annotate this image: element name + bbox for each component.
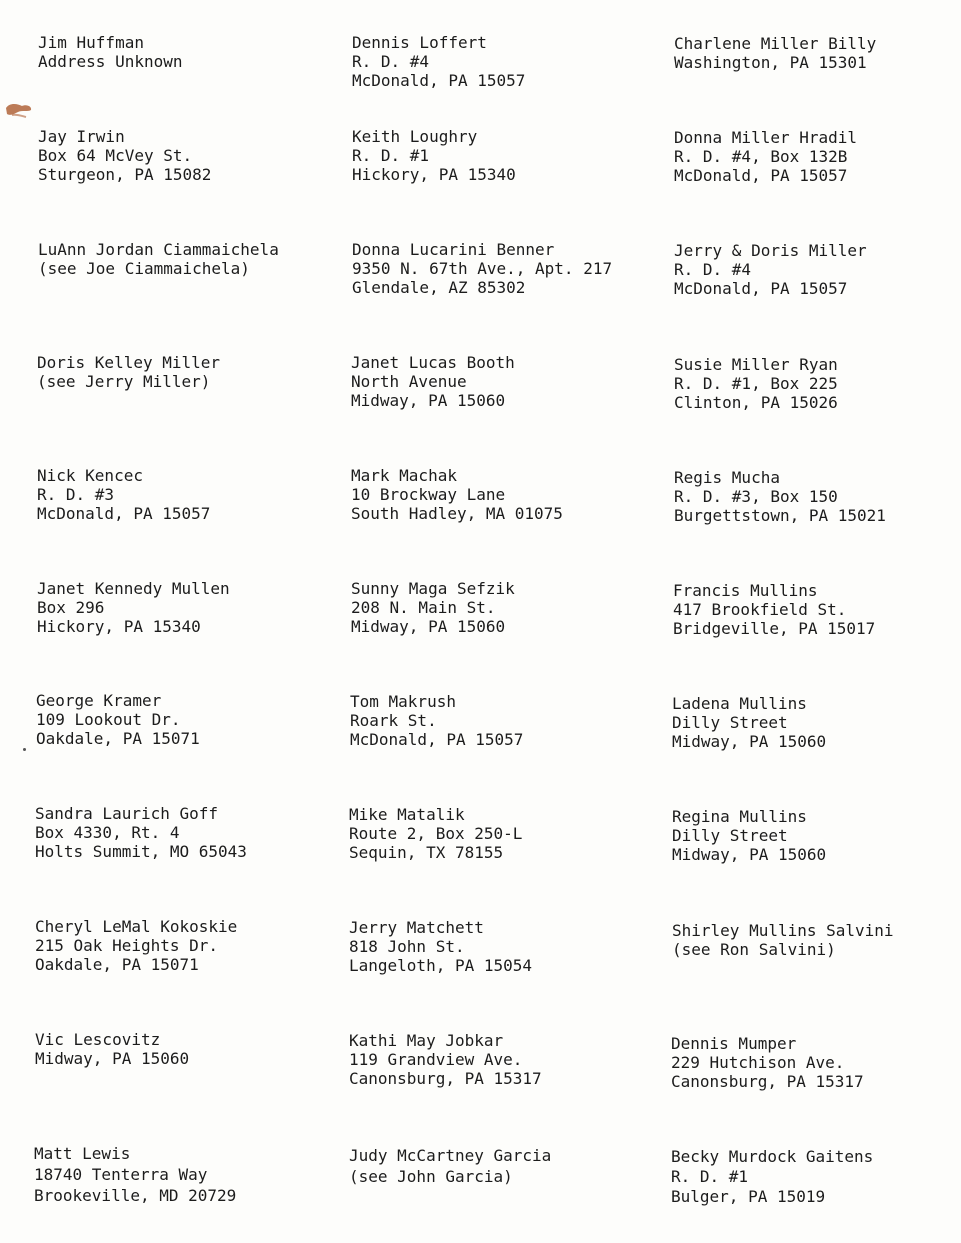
address-entry — [37, 466, 210, 523]
address-entry — [34, 1143, 236, 1206]
entry-name: Jay Irwin — [38, 127, 125, 146]
entry-address-line: Bulger, PA 15019 — [671, 1187, 826, 1206]
entry-address-line: Washington, PA 15301 — [674, 53, 867, 72]
address-entry — [38, 240, 279, 278]
address-entry — [38, 127, 211, 184]
entry-address-line: R. D. #3, Box 150 — [674, 487, 838, 506]
entry-address-line: McDonald, PA 15057 — [350, 730, 524, 749]
address-entry — [37, 579, 230, 636]
entry-address-line: Address Unknown — [38, 52, 183, 71]
address-entry — [350, 692, 523, 749]
address-entry — [36, 691, 200, 748]
entry-name: Tom Makrush — [350, 692, 456, 711]
entry-address-line: Clinton, PA 15026 — [674, 393, 838, 412]
entry-address-line: North Avenue — [351, 372, 467, 391]
stain-mark — [4, 100, 34, 120]
entry-address-line: R. D. #4 — [352, 52, 430, 71]
entry-address-line: R. D. #1, Box 225 — [674, 374, 838, 393]
entry-name: Donna Lucarini Benner — [352, 240, 555, 259]
entry-address-line: (see Joe Ciammaichela) — [38, 259, 250, 278]
address-entry — [351, 579, 515, 636]
address-entry — [674, 241, 867, 298]
entry-address-line: Midway, PA 15060 — [35, 1049, 190, 1068]
entry-address-line: Canonsburg, PA 15317 — [671, 1072, 864, 1091]
entry-address-line: Oakdale, PA 15071 — [36, 729, 200, 748]
entry-address-line: 208 N. Main St. — [351, 598, 496, 617]
entry-name: Ladena Mullins — [672, 694, 807, 713]
entry-address-line: R. D. #1 — [352, 146, 430, 165]
entry-name: Dennis Loffert — [352, 33, 487, 52]
address-entry — [674, 34, 876, 72]
address-entry — [352, 240, 612, 297]
entry-address-line: Route 2, Box 250-L — [349, 824, 523, 843]
entry-name: Francis Mullins — [673, 581, 818, 600]
entry-address-line: McDonald, PA 15057 — [674, 279, 848, 298]
entry-address-line: Holts Summit, MO 65043 — [35, 842, 247, 861]
address-entry — [673, 581, 875, 638]
address-entry — [349, 805, 522, 862]
entry-address-line: Sequin, TX 78155 — [349, 843, 504, 862]
address-entry — [672, 694, 826, 751]
address-entry — [672, 921, 894, 959]
entry-name: Janet Lucas Booth — [351, 353, 515, 372]
ink-speck — [23, 748, 26, 751]
entry-name: Vic Lescovitz — [35, 1030, 161, 1049]
entry-address-line: Langeloth, PA 15054 — [349, 956, 533, 975]
entry-name: Nick Kencec — [37, 466, 143, 485]
entry-name: Mark Machak — [351, 466, 457, 485]
entry-address-line: (see Ron Salvini) — [672, 940, 836, 959]
entry-name: Cheryl LeMal Kokoskie — [35, 917, 238, 936]
address-entry — [349, 1145, 551, 1187]
entry-address-line: R. D. #1 — [671, 1167, 749, 1186]
entry-address-line: Box 4330, Rt. 4 — [35, 823, 180, 842]
entry-address-line: 229 Hutchison Ave. — [671, 1053, 845, 1072]
address-entry — [349, 1031, 542, 1088]
entry-name: Keith Loughry — [352, 127, 478, 146]
entry-name: Susie Miller Ryan — [674, 355, 838, 374]
entry-address-line: Midway, PA 15060 — [351, 391, 506, 410]
entry-name: George Kramer — [36, 691, 162, 710]
entry-name: Sandra Laurich Goff — [35, 804, 219, 823]
address-entry — [352, 127, 516, 184]
entry-address-line: 109 Lookout Dr. — [36, 710, 181, 729]
address-entry — [674, 355, 838, 412]
entry-address-line: Hickory, PA 15340 — [37, 617, 201, 636]
entry-name: Doris Kelley Miller — [37, 353, 221, 372]
entry-address-line: 119 Grandview Ave. — [349, 1050, 523, 1069]
entry-address-line: R. D. #4, Box 132B — [674, 147, 848, 166]
entry-address-line: McDonald, PA 15057 — [674, 166, 848, 185]
entry-address-line: R. D. #4 — [674, 260, 752, 279]
entry-address-line: 215 Oak Heights Dr. — [35, 936, 219, 955]
entry-address-line: Midway, PA 15060 — [351, 617, 506, 636]
entry-address-line: McDonald, PA 15057 — [37, 504, 211, 523]
address-entry — [352, 33, 525, 90]
entry-name: Regina Mullins — [672, 807, 807, 826]
entry-address-line: Canonsburg, PA 15317 — [349, 1069, 542, 1088]
entry-address-line: 417 Brookfield St. — [673, 600, 847, 619]
entry-address-line: Oakdale, PA 15071 — [35, 955, 199, 974]
entry-address-line: Sturgeon, PA 15082 — [38, 165, 212, 184]
entry-name: Regis Mucha — [674, 468, 780, 487]
address-entry — [672, 807, 826, 864]
address-entry — [35, 1030, 189, 1068]
entry-address-line: Roark St. — [350, 711, 437, 730]
address-entry — [671, 1147, 873, 1207]
address-entry — [351, 353, 515, 410]
entry-address-line: Midway, PA 15060 — [672, 732, 827, 751]
entry-address-line: Hickory, PA 15340 — [352, 165, 516, 184]
entry-address-line: Box 296 — [37, 598, 105, 617]
entry-name: Jerry & Doris Miller — [674, 241, 867, 260]
address-entry — [671, 1034, 864, 1091]
entry-address-line: Brookeville, MD 20729 — [34, 1186, 237, 1205]
entry-address-line: McDonald, PA 15057 — [352, 71, 526, 90]
entry-address-line: (see Jerry Miller) — [37, 372, 211, 391]
entry-address-line: 818 John St. — [349, 937, 465, 956]
entry-address-line: Midway, PA 15060 — [672, 845, 827, 864]
entry-name: LuAnn Jordan Ciammaichela — [38, 240, 279, 259]
entry-address-line: R. D. #3 — [37, 485, 115, 504]
entry-name: Jim Huffman — [38, 33, 144, 52]
entry-address-line: South Hadley, MA 01075 — [351, 504, 563, 523]
entry-name: Kathi May Jobkar — [349, 1031, 504, 1050]
entry-name: Mike Matalik — [349, 805, 465, 824]
entry-address-line: Dilly Street — [672, 713, 788, 732]
entry-address-line: (see John Garcia) — [349, 1167, 513, 1186]
entry-name: Janet Kennedy Mullen — [37, 579, 230, 598]
entry-address-line: 10 Brockway Lane — [351, 485, 506, 504]
entry-address-line: Box 64 McVey St. — [38, 146, 193, 165]
entry-name: Charlene Miller Billy — [674, 34, 877, 53]
address-entry — [351, 466, 563, 523]
entry-name: Jerry Matchett — [349, 918, 484, 937]
address-entry — [674, 468, 886, 525]
address-entry — [37, 353, 220, 391]
entry-address-line: Burgettstown, PA 15021 — [674, 506, 886, 525]
address-entry — [674, 128, 857, 185]
entry-address-line: 18740 Tenterra Way — [34, 1165, 208, 1184]
entry-name: Dennis Mumper — [671, 1034, 797, 1053]
entry-name: Sunny Maga Sefzik — [351, 579, 515, 598]
entry-name: Judy McCartney Garcia — [349, 1146, 552, 1165]
entry-name: Matt Lewis — [34, 1144, 131, 1163]
entry-name: Donna Miller Hradil — [674, 128, 858, 147]
address-entry — [35, 917, 237, 974]
address-entry — [35, 804, 247, 861]
address-entry — [38, 33, 183, 71]
entry-name: Becky Murdock Gaitens — [671, 1147, 874, 1166]
entry-address-line: Glendale, AZ 85302 — [352, 278, 526, 297]
address-entry — [349, 918, 532, 975]
entry-address-line: 9350 N. 67th Ave., Apt. 217 — [352, 259, 613, 278]
entry-address-line: Dilly Street — [672, 826, 788, 845]
entry-name: Shirley Mullins Salvini — [672, 921, 894, 940]
entry-address-line: Bridgeville, PA 15017 — [673, 619, 876, 638]
